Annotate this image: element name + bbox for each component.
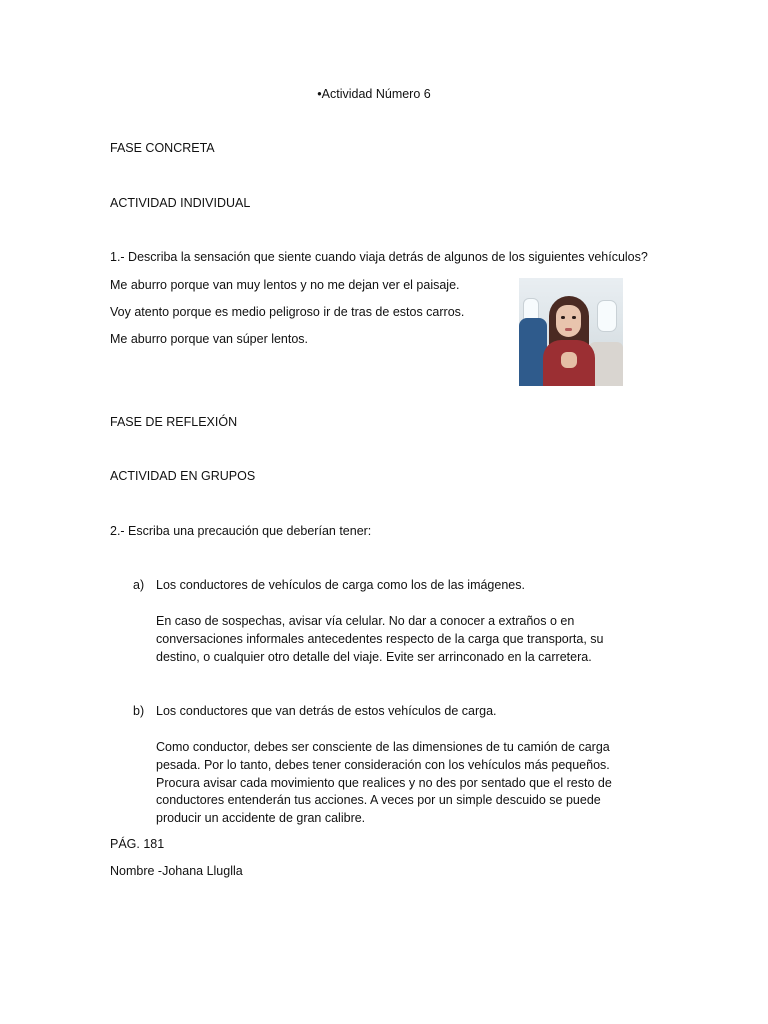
document-title: •Actividad Número 6	[317, 87, 431, 101]
item-b-answer-line: pesada. Por lo tanto, debes tener consideración con los vehículos más pequeños.	[156, 758, 610, 772]
question-2: 2.- Escriba una precaución que deberían tener:	[110, 524, 372, 538]
page-reference: PÁG. 181	[110, 837, 165, 851]
passenger-photo	[519, 278, 623, 386]
phase-reflection-heading: FASE DE REFLEXIÓN	[110, 415, 238, 429]
answer-1-line: Voy atento porque es medio peligroso ir de tras de estos carros.	[110, 305, 465, 319]
question-1: 1.- Describa la sensación que siente cuando viaja detrás de algunos de los siguientes vehículos?	[110, 250, 648, 264]
item-b-answer-line: Procura avisar cada movimiento que realices y no des por sentado que el resto de	[156, 776, 612, 790]
item-a-answer-line: conversaciones informales antecedentes respecto de la carga que transporta, su	[156, 632, 604, 646]
item-b-marker: b)	[133, 704, 145, 718]
item-b-answer-line: Como conductor, debes ser consciente de las dimensiones de tu camión de carga	[156, 740, 610, 754]
item-b-answer-line: conductores entenderán tus acciones. A veces por un simple descuido se puede	[156, 793, 601, 807]
group-activity-heading: ACTIVIDAD EN GRUPOS	[110, 469, 256, 483]
item-a-marker: a)	[133, 578, 145, 592]
item-b-heading: Los conductores que van detrás de estos vehículos de carga.	[156, 704, 497, 718]
individual-activity-heading: ACTIVIDAD INDIVIDUAL	[110, 196, 251, 210]
item-a-answer-line: destino, o cualquier otro detalle del viaje. Evite ser arrinconado en la carretera.	[156, 650, 592, 664]
answer-1-line: Me aburro porque van muy lentos y no me dejan ver el paisaje.	[110, 278, 460, 292]
phase-concrete-heading: FASE CONCRETA	[110, 141, 215, 155]
item-b-answer-line: producir un accidente de gran calibre.	[156, 811, 366, 825]
item-a-answer-line: En caso de sospechas, avisar vía celular. No dar a conocer a extraños o en	[156, 614, 575, 628]
item-a-heading: Los conductores de vehículos de carga como los de las imágenes.	[156, 578, 525, 592]
answer-1-line: Me aburro porque van súper lentos.	[110, 332, 309, 346]
student-name: Nombre -Johana Lluglla	[110, 864, 243, 878]
